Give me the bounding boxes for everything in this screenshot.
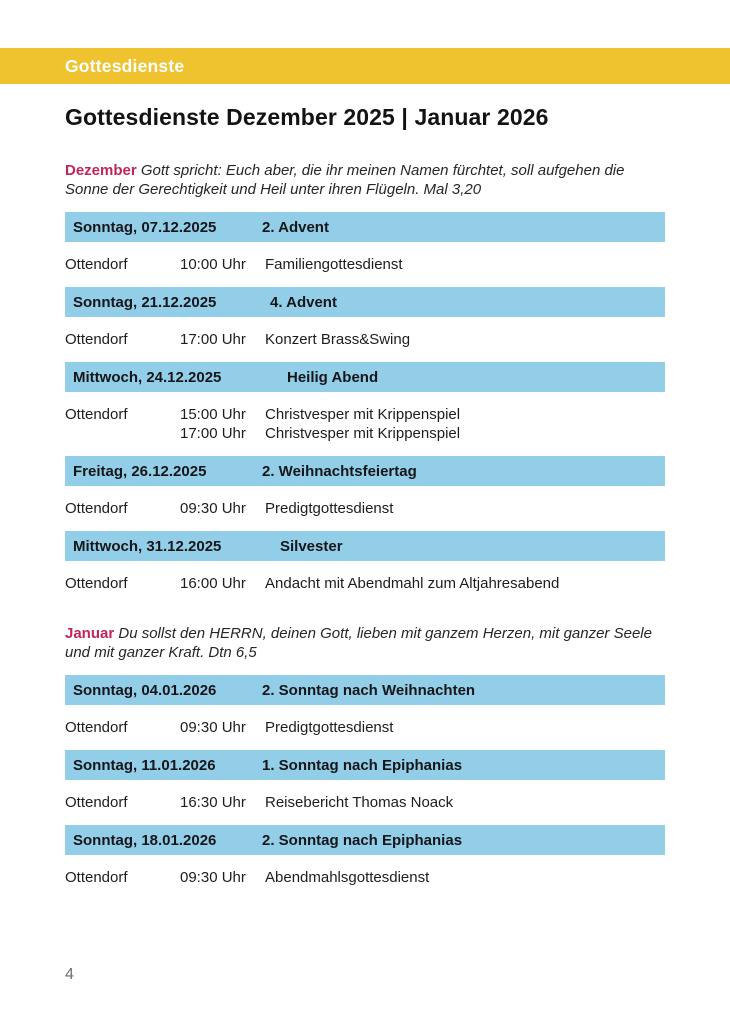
time-cell: 16:00 Uhr [180,575,246,593]
event-name: 2. Advent [262,218,329,236]
month-label: Dezember [65,162,137,180]
event-header-bar [65,287,665,317]
event-header-bar [65,362,665,392]
time-cell: 15:00 Uhr [180,406,246,424]
event-block [65,287,665,349]
event-date: Sonntag, 21.12.2025 [73,293,217,311]
place-cell: Ottendorf [65,719,128,737]
event-date: Sonntag, 18.01.2026 [73,831,217,849]
event-header-bar [65,456,665,486]
description-cell: Abendmahlsgottesdienst [265,869,430,887]
description-cell: Predigtgottesdienst [265,500,394,518]
verse-text: Du sollst den HERRN, deinen Gott, lieben mit ganzem Herzen, mit ganzer Seele und mit ganzer Kraft. Dtn 6,5 [65,625,652,662]
event-rows [65,868,665,887]
time-cell: 09:30 Uhr [180,869,246,887]
schedule-row [65,424,665,443]
event-date: Sonntag, 11.01.2026 [73,756,216,774]
time-cell: 09:30 Uhr [180,719,246,737]
month-verse [65,624,665,662]
event-block [65,531,665,593]
description-cell: Andacht mit Abendmahl zum Altjahresabend [265,575,560,593]
place-cell: Ottendorf [65,500,128,518]
event-date: Sonntag, 04.01.2026 [73,681,217,699]
time-cell: 09:30 Uhr [180,500,246,518]
place-cell: Ottendorf [65,575,128,593]
schedule-row [65,499,665,518]
place-cell: Ottendorf [65,869,128,887]
service-schedule [65,161,665,887]
schedule-row [65,330,665,349]
page-number: 4 [65,966,74,983]
schedule-row [65,718,665,737]
time-cell: 17:00 Uhr [180,331,246,349]
place-cell: Ottendorf [65,256,128,274]
event-name: 1. Sonntag nach Epiphanias [262,756,463,774]
event-header-bar [65,750,665,780]
description-cell: Predigtgottesdienst [265,719,394,737]
event-header-bar [65,825,665,855]
description-cell: Christvesper mit Krippenspiel [265,406,461,424]
time-cell: 17:00 Uhr [180,425,246,443]
schedule-row [65,793,665,812]
event-date: Mittwoch, 24.12.2025 [73,368,222,386]
event-name: Heilig Abend [287,368,379,386]
event-block [65,750,665,812]
event-header-bar [65,675,665,705]
event-name: 2. Weihnachtsfeiertag [262,462,417,480]
event-header-bar [65,212,665,242]
event-name: 2. Sonntag nach Weihnachten [262,681,476,699]
event-block [65,212,665,274]
event-name: 4. Advent [270,293,337,311]
time-cell: 10:00 Uhr [180,256,246,274]
description-cell: Reisebericht Thomas Noack [265,794,454,812]
band-title: Gottesdienste [65,55,185,76]
schedule-row [65,405,665,424]
event-rows [65,405,665,443]
page-title: Gottesdienste Dezember 2025 | Januar 2026 [65,104,549,130]
event-rows [65,499,665,518]
event-block [65,825,665,887]
place-cell: Ottendorf [65,406,128,424]
event-name: Silvester [280,537,343,555]
month-label: Januar [65,625,115,643]
description-cell: Familiengottesdienst [265,256,403,274]
month-verse [65,161,665,199]
section-header-band [0,48,730,84]
schedule-row [65,868,665,887]
schedule-row [65,574,665,593]
event-rows [65,718,665,737]
event-header-bar [65,531,665,561]
event-date: Mittwoch, 31.12.2025 [73,537,222,555]
event-rows [65,793,665,812]
event-block [65,362,665,443]
event-rows [65,330,665,349]
event-date: Freitag, 26.12.2025 [73,462,207,480]
event-block [65,675,665,737]
event-name: 2. Sonntag nach Epiphanias [262,831,463,849]
place-cell [65,424,180,443]
description-cell: Christvesper mit Krippenspiel [265,425,461,443]
place-cell: Ottendorf [65,794,128,812]
event-rows [65,255,665,274]
page-content [65,104,665,887]
description-cell: Konzert Brass&Swing [265,331,411,349]
time-cell: 16:30 Uhr [180,794,246,812]
place-cell: Ottendorf [65,331,128,349]
event-date: Sonntag, 07.12.2025 [73,218,217,236]
verse-text: Gott spricht: Euch aber, die ihr meinen Namen fürchtet, soll aufgehen die Sonne der Gerechtigkeit und Heil unter ihren Flügeln. Mal 3,20 [65,162,625,199]
event-rows [65,574,665,593]
schedule-row [65,255,665,274]
event-block [65,456,665,518]
